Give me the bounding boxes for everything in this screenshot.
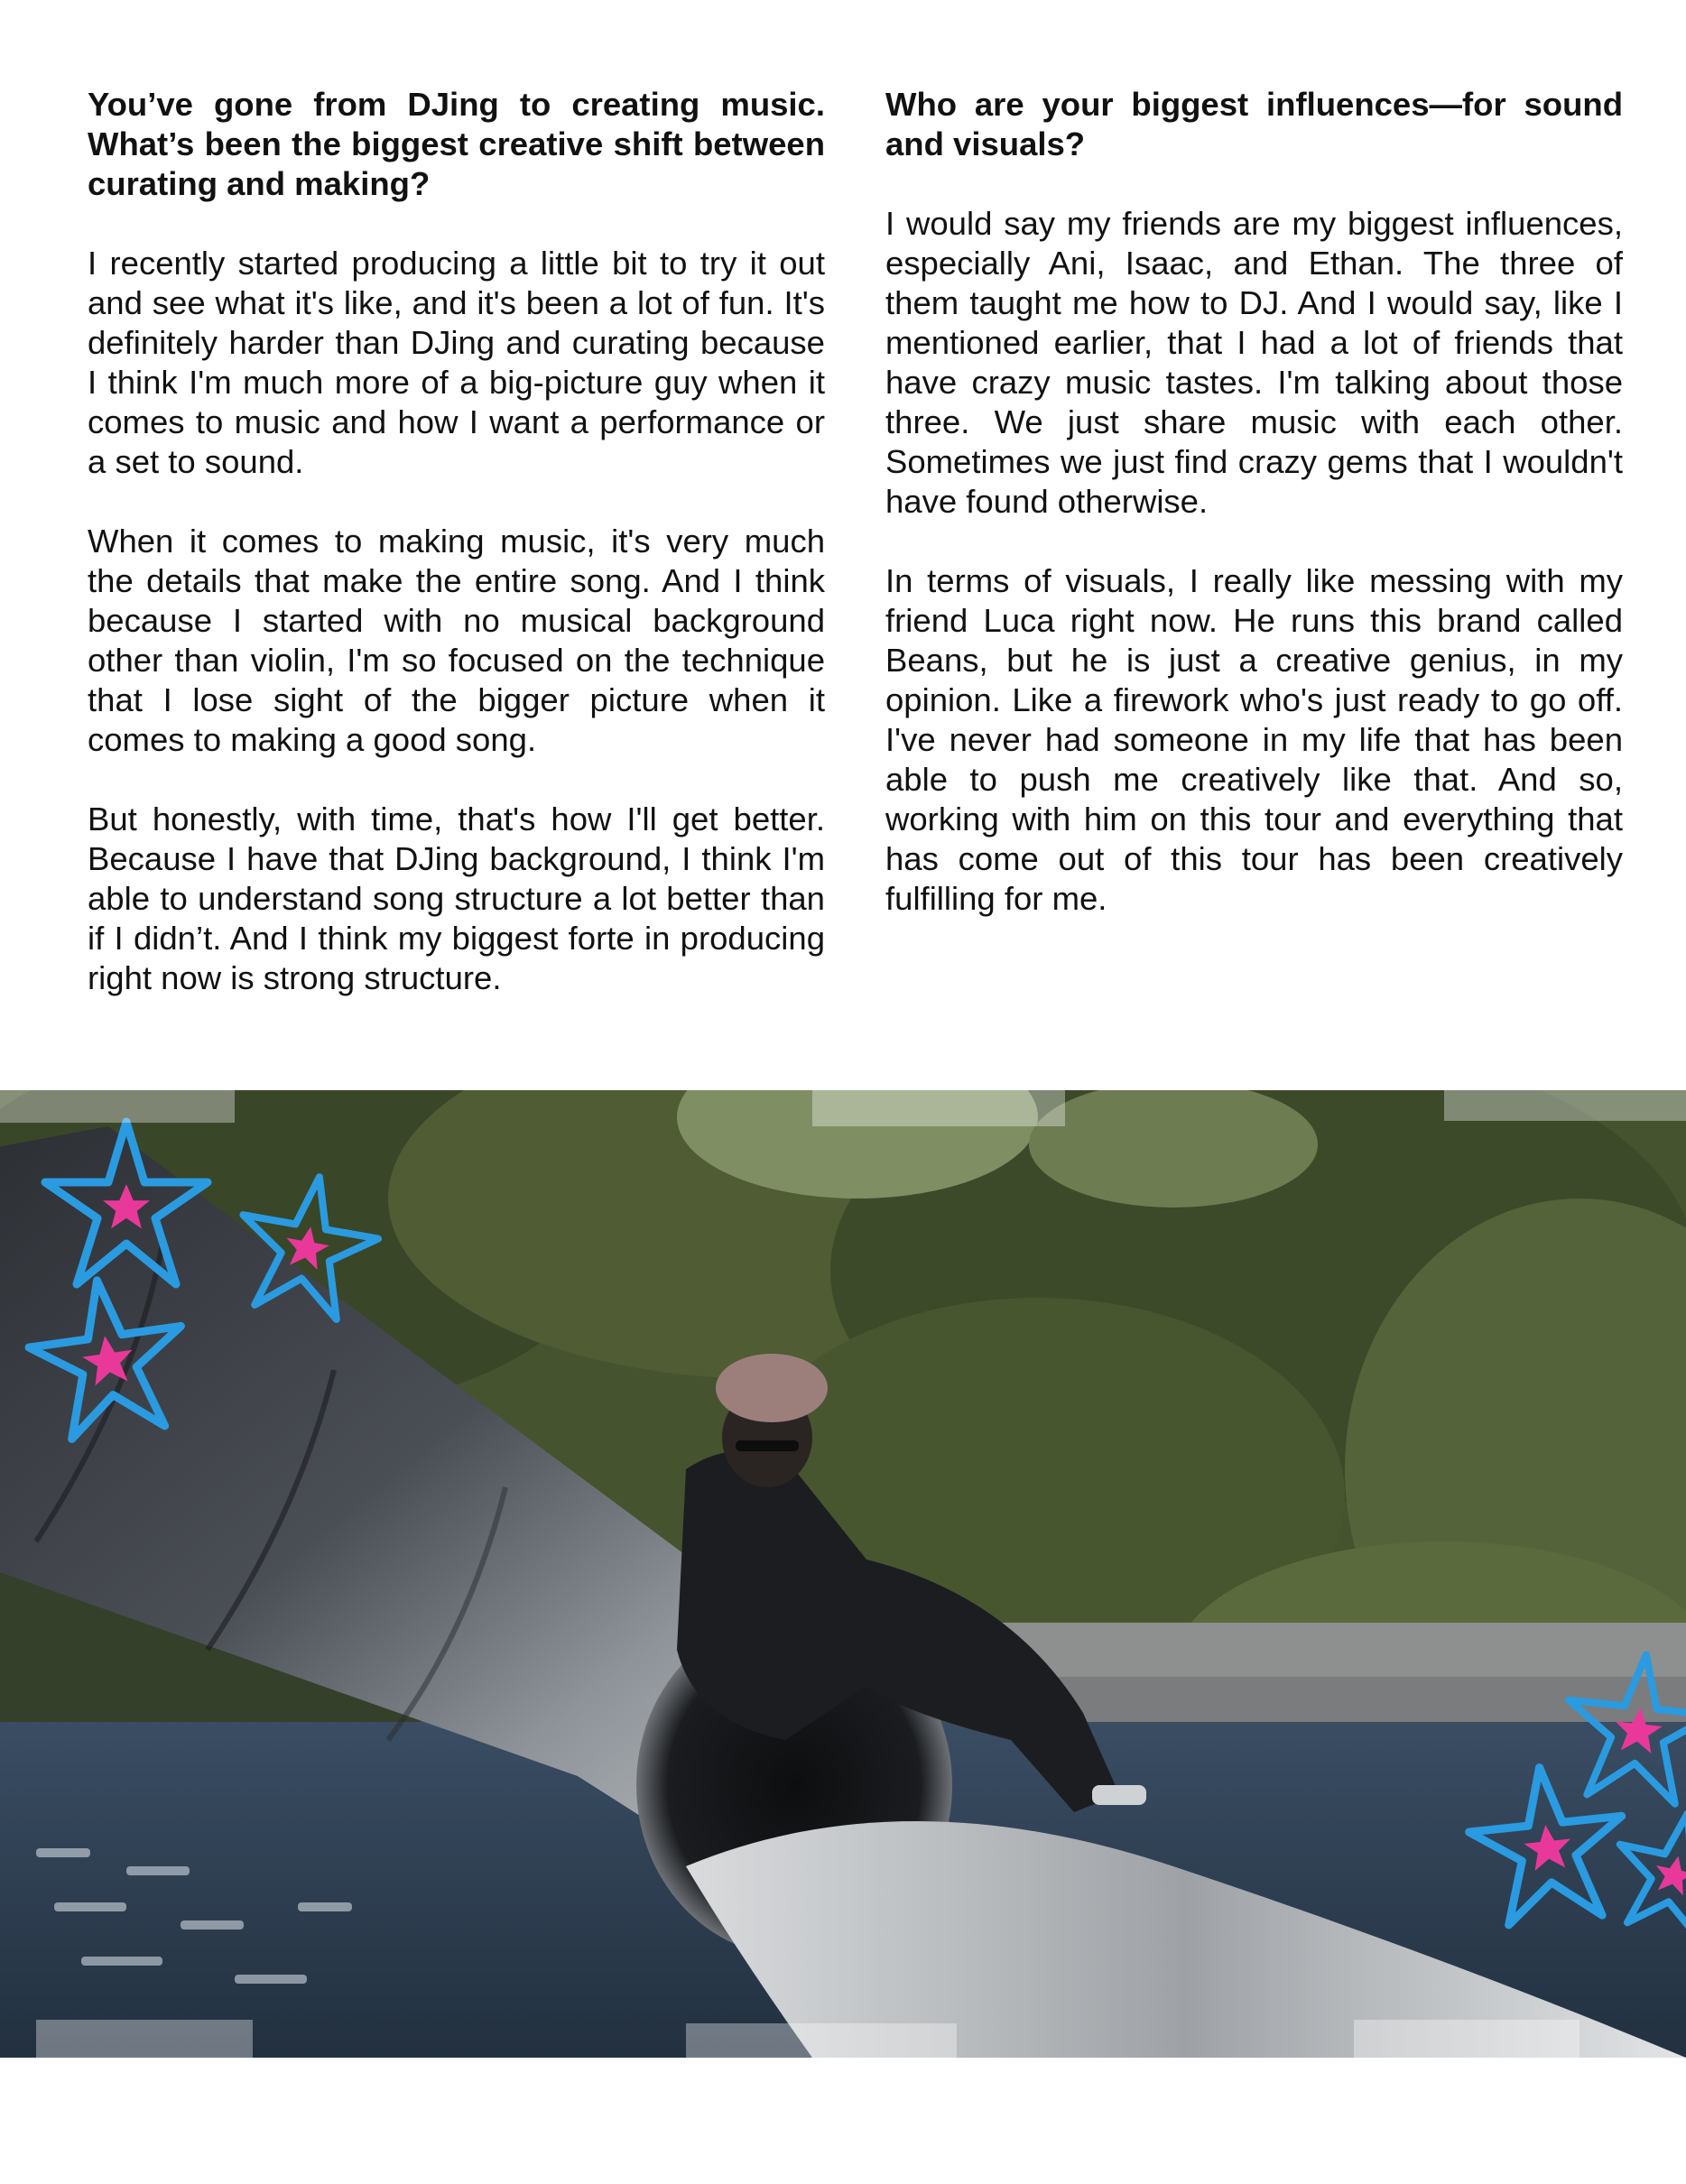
right-answer-paragraph-1: I would say my friends are my biggest influences, especially Ani, Isaac, and Ethan. The three of them taught me how to DJ. And I would say, like I mentioned earlier, that I had a lot of friends that have crazy music tastes. I'm talking about those three. We just share music with each other. Sometimes we just find crazy gems that I wouldn't have found otherwise.: [885, 205, 1623, 520]
left-column: [88, 85, 825, 1038]
right-column: [885, 85, 1623, 958]
portrait-photo: [0, 1090, 1686, 2058]
left-question: You’ve gone from DJing to creating music. What’s been the biggest creative shift between curating and making?: [88, 86, 825, 202]
right-answer-paragraph-2: In terms of visuals, I really like messing with my friend Luca right now. He runs this brand called Beans, but he is just a creative genius, in my opinion. Like a firework who's just ready to go off. I've never had someone in my life that has been able to push me creatively like that. And so, working with him on this tour and everything that has come out of this tour has been creatively fulfilling for me.: [885, 562, 1623, 917]
right-question: Who are your biggest influences—for sound and visuals?: [885, 86, 1623, 162]
left-answer-paragraph-2: When it comes to making music, it's very much the details that make the entire song. And I think because I started with no musical background other than violin, I'm so focused on the technique that I lose sight of the bigger picture when it comes to making a good song.: [88, 523, 825, 758]
left-answer-paragraph-1: I recently started producing a little bit to try it out and see what it's like, and it's been a lot of fun. It's definitely harder than DJing and curating because I think I'm much more of a big-picture guy when it comes to music and how I want a performance or a set to sound.: [88, 245, 825, 480]
left-answer-paragraph-3: But honestly, with time, that's how I'll get better. Because I have that DJing background, I think I'm able to understand song structure a lot better than if I didn’t. And I think my biggest forte in producing right now is strong structure.: [88, 800, 825, 996]
